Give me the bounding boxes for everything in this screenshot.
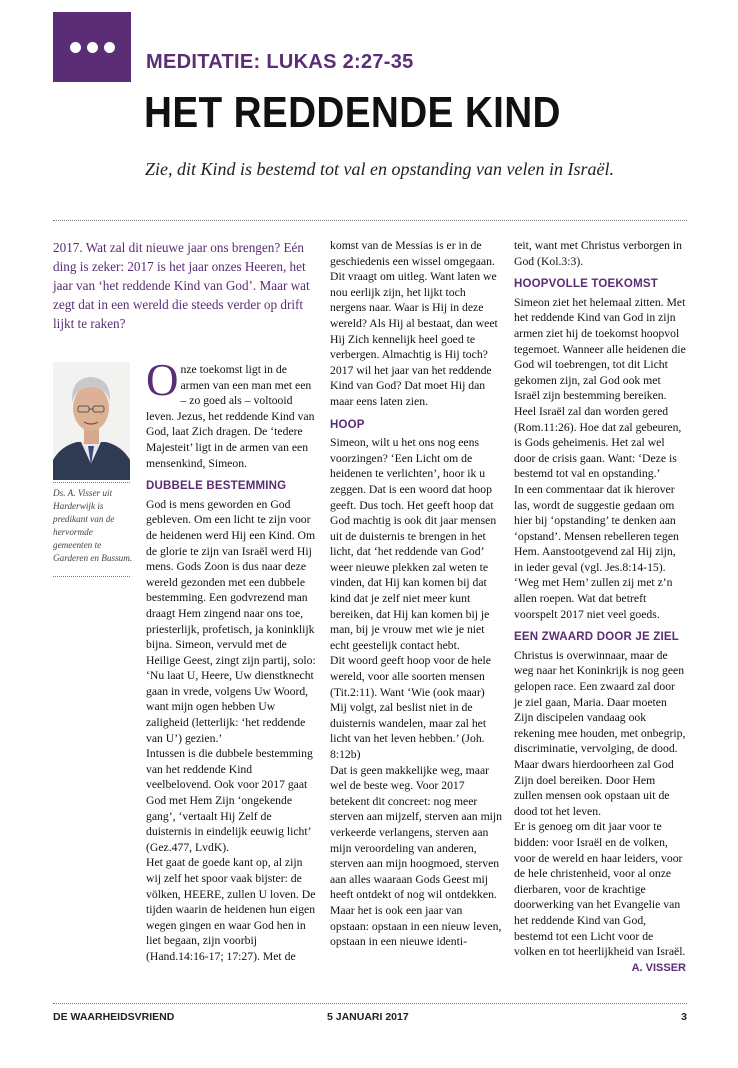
paragraph: God is mens geworden en God gebleven. Om een licht te zijn voor de heidenen werd Hij een Kind. Om de glorie te zijn van Israël werd Hij mens. Gods Zoon is dus naar deze wereld gezonden met een dubbele bestemming. Een godvrezend man draagt Hem zingend naar ons toe, priesterlijk, profetisch, ja koninklijk bijna. Simeon, vervuld met de Heilige Geest, zingt zijn partij, solo: ‘Nu laat U, Heere, Uw dienstknecht gaan in vrede, volgens Uw Woord, want mijn ogen hebben Uw zaligheid (letterlijk: ‘het reddende van U’) gezien.’ xyxy=(146,497,316,745)
author-signature: A. VISSER xyxy=(631,961,686,974)
paragraph: Het gaat de goede kant op, al zijn wij zelf het spoor vaak bijster: de völken, HEERE, zullen U loven. De tijden waarin de heidenen hun eigen wegen gingen en waar God hen in liet begaan, zijn voorbij (Hand.14:16-17; 17:27). Met de xyxy=(146,856,316,963)
kicker: MEDITATIE: LUKAS 2:27-35 xyxy=(146,51,414,73)
article-column-1 xyxy=(146,355,316,965)
ellipsis-dot xyxy=(104,42,115,53)
ellipsis-icon xyxy=(70,42,81,53)
article-column-3 xyxy=(514,238,686,976)
caption-divider-bottom xyxy=(53,576,130,577)
page-title: HET REDDENDE KIND xyxy=(144,88,561,137)
ellipsis-dot xyxy=(87,42,98,53)
paragraph: Simeon ziet het helemaal zitten. Met het reddende Kind van God in zijn armen ziet hij de toekomst hoopvol tegemoet. Wanneer alle heidenen die God wil toebrengen, tot dit Licht gekomen zijn, zal God ook met Israël zijn bestemming bereiken. Heel Israël zal dan worden gered (Rom.11:26). Hoe dat zal gebeuren, is Gods geheimenis. Het zal wel door de crisis gaan. Want: ‘Deze is bestemd tot val en opstanding.’ xyxy=(514,295,686,481)
subheading: HOOP xyxy=(330,418,365,431)
paragraph: Simeon, wilt u het ons nog eens voorzingen? ‘Een Licht om de heidenen te verlichten’, hoor ik u zeggen. Dat is een woord dat hoop geeft. Dus toch. Het geeft hoop dat God machtig is ook dit jaar mensen uit de duisternis te brengen in het licht, dat ‘het reddende van God’ weer nieuwe plekken zal weten te vinden, dat Hij kan komen bij dat kind dat je zelf niet meer kunt bereiken, dat Hij kan komen bij je man, bij je vrouw met wie je niet echt geestelijk contact hebt. xyxy=(330,436,497,652)
opening-paragraph: Onze toekomst ligt in de armen van een man met een – zo goed als – voltooid leven. Jezus, het reddende Kind van God, laat Zich dragen. De ‘tedere Majesteit’ ligt in de armen van een mensenkind, Simeon. xyxy=(146,355,315,470)
paragraph: teit, want met Christus verborgen in God (Kol.3:3). xyxy=(514,239,682,268)
caption-divider-top xyxy=(53,482,130,483)
paragraph: In een commentaar dat ik hierover las, wordt de suggestie gedaan om hier bij ‘opstanding’ te denken aan ‘opstand’. Mensen rebelleren tegen Hem. Aanstootgevend zal Hij zijn, in ieder geval (vgl. Jes.8:14-15). ‘Weg met Hem’ zullen zij met z’n allen roepen. Wat dat betreft voorspelt 2017 niet veel goeds. xyxy=(514,482,679,621)
paragraph: Er is genoeg om dit jaar voor te bidden: voor Israël en de volken, voor de wereld en haar leiders, voor de hele christenheid, voor al onze dierbaren, voor de krachtige doorwerking van het Evangelie van het reddende Kind van God, bestemd tot een Licht voor de volken en tot heerlijkheid van Israël. xyxy=(514,820,686,959)
paragraph: Christus is overwinnaar, maar de weg naar het Koninkrijk is nog geen gelopen race. Een zwaard zal door je ziel gaan, Maria. Daar moeten Zijn discipelen vandaag ook rekening mee houden, met onbegrip, discriminatie, vervolging, de dood. Maar dwars hierdoorheen zal God Zijn doel bereiken. Door Hem zullen mensen ook opstaan uit de dood tot het leven. xyxy=(514,648,686,818)
page-number: 3 xyxy=(681,1011,687,1023)
page-footer xyxy=(53,1011,687,1027)
top-divider xyxy=(53,220,687,221)
publication-name: DE WAARHEIDSVRIEND xyxy=(53,1011,175,1023)
paragraph: Dit vraagt om uitleg. Want laten we nou eerlijk zijn, het lijkt toch nergens naar. Waar is Hij in deze wereld? Als Hij al bestaat, dan weet Hij Zich kennelijk heel goed te verbergen. Almachtig is Hij toch? 2017 wil het jaar van het reddende Kind van God? Dat moet Hij dan maar eens laten zien. xyxy=(330,270,498,408)
subheading: HOOPVOLLE TOEKOMST xyxy=(514,278,658,291)
paragraph: komst van de Messias is er in de geschiedenis een wissel omgegaan. xyxy=(330,239,495,268)
subheading: EEN ZWAARD DOOR JE ZIEL xyxy=(514,631,679,644)
paragraph: Maar het is ook een jaar van opstaan: opstaan in een nieuw leven, opstaan in een nieuwe identi- xyxy=(330,903,502,949)
footer-divider xyxy=(53,1003,687,1004)
subtitle: Zie, dit Kind is bestemd tot val en opstanding van velen in Israël. xyxy=(145,159,614,179)
article-column-2 xyxy=(330,238,502,950)
drop-cap: O xyxy=(146,355,179,405)
section-badge xyxy=(53,12,131,82)
paragraph: Dat is geen makkelijke weg, maar wel de beste weg. Voor 2017 betekent dit concreet: nog meer sterven aan mijzelf, sterven aan mijn verkeerde verlangens, sterven aan mijn veroordeling van anderen, sterven aan mijn hoogmoed, sterven aan alles waaraan Gods Geest mij heeft ontdekt of nog wil ontdekken. xyxy=(330,763,502,902)
paragraph: Dit woord geeft hoop voor de hele wereld, voor alle soorten mensen (Tit.2:11). Want ‘Wie (ook maar) Mij volgt, zal beslist niet in de duisternis wandelen, maar zal het licht van het leven hebben.’ (Joh. 8:12b) xyxy=(330,654,491,761)
author-caption: Ds. A. Visser uit Harderwijk is predikant van de hervormde gemeenten te Garderen en Bussum. xyxy=(53,488,133,563)
paragraph: Intussen is die dubbele bestemming van het reddende Kind veelbelovend. Ook voor 2017 gaat God met Hem Zijn ‘ongekende gang’, ‘vertaalt Hij Zelf de duisternis in eindelijk eeuwig licht’ (Gez.477, LvdK). xyxy=(146,747,313,854)
issue-date: 5 JANUARI 2017 xyxy=(327,1011,409,1023)
author-photo xyxy=(53,362,130,480)
subheading: DUBBELE BESTEMMING xyxy=(146,480,287,493)
intro-lead: 2017. Wat zal dit nieuwe jaar ons brengen? Eén ding is zeker: 2017 is het jaar onzes Heeren, het jaar van ‘het reddende Kind van God’. Maar wat zegt dat in een wereld die steeds verder op drift lijkt te raken? xyxy=(53,240,310,331)
